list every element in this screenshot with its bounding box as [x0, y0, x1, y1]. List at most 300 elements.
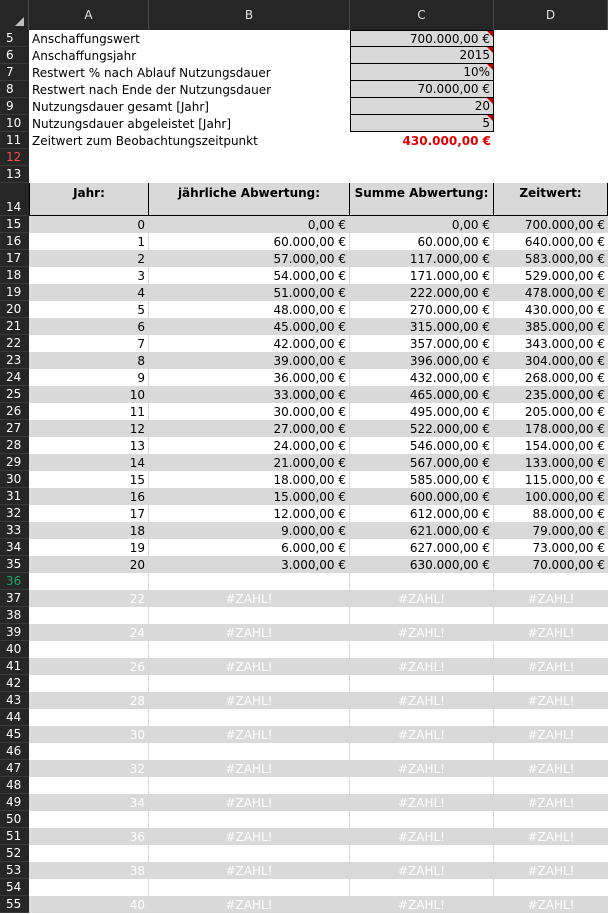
table-row: [0, 488, 608, 505]
cell-error[interactable]: #ZAHL!: [350, 794, 494, 811]
cell-error[interactable]: #ZAHL!: [149, 590, 350, 607]
cell-summe[interactable]: 612.000,00 €: [350, 505, 494, 522]
row-header[interactable]: 55: [0, 896, 29, 913]
cell-jahr[interactable]: 17: [29, 505, 149, 522]
param-row: [0, 30, 608, 47]
blank-row: [0, 743, 608, 760]
row-header[interactable]: 21: [0, 318, 29, 335]
cell-zeitwert[interactable]: 385.000,00 €: [494, 318, 608, 335]
cell-jahr[interactable]: 34: [29, 794, 149, 811]
row-header[interactable]: 7: [0, 64, 29, 81]
cell-error[interactable]: #ZAHL!: [350, 590, 494, 607]
row-header[interactable]: 41: [0, 658, 29, 675]
cell-jahr[interactable]: 20: [29, 556, 149, 573]
empty-cell[interactable]: [494, 115, 608, 132]
row-header[interactable]: 28: [0, 437, 29, 454]
cell-abwertung[interactable]: 30.000,00 €: [149, 403, 350, 420]
empty-cell[interactable]: [149, 149, 350, 166]
error-row: [0, 624, 608, 641]
cell-error[interactable]: #ZAHL!: [494, 590, 608, 607]
cell-error[interactable]: #ZAHL!: [149, 692, 350, 709]
error-row: [0, 590, 608, 607]
table-row: [0, 301, 608, 318]
row-header[interactable]: 37: [0, 590, 29, 607]
empty-cell[interactable]: [149, 709, 350, 726]
empty-cell[interactable]: [350, 811, 494, 828]
cell-jahr[interactable]: 0: [29, 216, 149, 233]
cell-jahr[interactable]: 10: [29, 386, 149, 403]
empty-cell[interactable]: [350, 709, 494, 726]
empty-cell[interactable]: [350, 675, 494, 692]
param-value-cell[interactable]: 5: [350, 115, 494, 132]
cell-jahr[interactable]: 22: [29, 590, 149, 607]
cell-zeitwert[interactable]: 70.000,00 €: [494, 556, 608, 573]
cell-error[interactable]: #ZAHL!: [494, 862, 608, 879]
empty-cell[interactable]: [149, 607, 350, 624]
param-row: [0, 64, 608, 81]
cell-abwertung[interactable]: 0,00 €: [149, 216, 350, 233]
row-header[interactable]: 19: [0, 284, 29, 301]
error-row: [0, 658, 608, 675]
empty-cell[interactable]: [29, 743, 149, 760]
param-label[interactable]: Nutzungsdauer abgeleistet [Jahr]: [32, 116, 232, 131]
empty-cell[interactable]: [29, 879, 149, 896]
empty-cell[interactable]: [494, 573, 608, 590]
cell-jahr[interactable]: 38: [29, 862, 149, 879]
row-header[interactable]: 42: [0, 675, 29, 692]
cell-jahr[interactable]: 12: [29, 420, 149, 437]
row-header[interactable]: 6: [0, 47, 29, 64]
cell-error[interactable]: #ZAHL!: [494, 658, 608, 675]
row-header[interactable]: 33: [0, 522, 29, 539]
result-value-cell[interactable]: 430.000,00 €: [402, 133, 491, 148]
row-header[interactable]: 11: [0, 132, 29, 149]
cell-jahr[interactable]: 7: [29, 335, 149, 352]
cell-error[interactable]: #ZAHL!: [494, 828, 608, 845]
cell-zeitwert[interactable]: 79.000,00 €: [494, 522, 608, 539]
blank-row: [0, 845, 608, 862]
cell-summe[interactable]: 357.000,00 €: [350, 335, 494, 352]
cell-jahr[interactable]: 24: [29, 624, 149, 641]
empty-row: [0, 149, 608, 166]
cell-zeitwert[interactable]: 205.000,00 €: [494, 403, 608, 420]
cell-abwertung[interactable]: 12.000,00 €: [149, 505, 350, 522]
cell-jahr[interactable]: 32: [29, 760, 149, 777]
empty-cell[interactable]: [350, 743, 494, 760]
cell-error[interactable]: #ZAHL!: [350, 760, 494, 777]
cell-jahr[interactable]: 26: [29, 658, 149, 675]
table-row: [0, 454, 608, 471]
cell-error[interactable]: #ZAHL!: [149, 760, 350, 777]
table-row: [0, 216, 608, 233]
row-header[interactable]: 20: [0, 301, 29, 318]
cell-jahr[interactable]: 30: [29, 726, 149, 743]
row-header[interactable]: 13: [0, 166, 29, 183]
cell-zeitwert[interactable]: 430.000,00 €: [494, 301, 608, 318]
cell-zeitwert[interactable]: 100.000,00 €: [494, 488, 608, 505]
row-header[interactable]: 24: [0, 369, 29, 386]
cell-abwertung[interactable]: 9.000,00 €: [149, 522, 350, 539]
cell-zeitwert[interactable]: 133.000,00 €: [494, 454, 608, 471]
cell-jahr[interactable]: 9: [29, 369, 149, 386]
cell-jahr[interactable]: 2: [29, 250, 149, 267]
row-header[interactable]: 23: [0, 352, 29, 369]
cell-error[interactable]: #ZAHL!: [149, 896, 350, 913]
param-value-cell[interactable]: 2015: [350, 47, 494, 64]
row-header[interactable]: 8: [0, 81, 29, 98]
empty-cell[interactable]: [29, 709, 149, 726]
empty-cell[interactable]: [149, 845, 350, 862]
empty-cell[interactable]: [494, 98, 608, 115]
cell-error[interactable]: #ZAHL!: [350, 658, 494, 675]
cell-abwertung[interactable]: 57.000,00 €: [149, 250, 350, 267]
cell-jahr[interactable]: 18: [29, 522, 149, 539]
cell-summe[interactable]: 585.000,00 €: [350, 471, 494, 488]
row-header[interactable]: 51: [0, 828, 29, 845]
cell-summe[interactable]: 270.000,00 €: [350, 301, 494, 318]
param-label[interactable]: Restwert % nach Ablauf Nutzungsdauer: [32, 65, 271, 80]
empty-cell[interactable]: [29, 607, 149, 624]
cell-error[interactable]: #ZAHL!: [494, 760, 608, 777]
empty-cell[interactable]: [149, 879, 350, 896]
empty-cell[interactable]: [350, 641, 494, 658]
cell-summe[interactable]: 630.000,00 €: [350, 556, 494, 573]
empty-cell[interactable]: [350, 845, 494, 862]
cell-zeitwert[interactable]: 478.000,00 €: [494, 284, 608, 301]
param-value-cell[interactable]: 10%: [350, 64, 494, 81]
cell-zeitwert[interactable]: 268.000,00 €: [494, 369, 608, 386]
row-header[interactable]: 38: [0, 607, 29, 624]
empty-cell[interactable]: [494, 777, 608, 794]
cell-jahr[interactable]: 28: [29, 692, 149, 709]
empty-cell[interactable]: [29, 641, 149, 658]
param-value-cell[interactable]: 700.000,00 €: [350, 30, 494, 47]
cell-error[interactable]: #ZAHL!: [350, 862, 494, 879]
cell-summe[interactable]: 60.000,00 €: [350, 233, 494, 250]
row-header[interactable]: 36: [0, 573, 29, 590]
row-header[interactable]: 52: [0, 845, 29, 862]
empty-cell[interactable]: [29, 573, 149, 590]
column-title-summe[interactable]: Summe Abwertung:: [350, 183, 494, 216]
cell-jahr[interactable]: 1: [29, 233, 149, 250]
cell-summe[interactable]: 0,00 €: [350, 216, 494, 233]
blank-row: [0, 709, 608, 726]
empty-cell[interactable]: [149, 777, 350, 794]
empty-cell[interactable]: [494, 811, 608, 828]
cell-error[interactable]: #ZAHL!: [350, 828, 494, 845]
param-row: [0, 98, 608, 115]
cell-error[interactable]: #ZAHL!: [494, 692, 608, 709]
column-header-bar: [0, 0, 608, 30]
row-header[interactable]: 34: [0, 539, 29, 556]
param-row: [0, 47, 608, 64]
cell-summe[interactable]: 432.000,00 €: [350, 369, 494, 386]
cell-error[interactable]: #ZAHL!: [149, 658, 350, 675]
table-row: [0, 471, 608, 488]
table-row: [0, 267, 608, 284]
cell-zeitwert[interactable]: 343.000,00 €: [494, 335, 608, 352]
row-header[interactable]: 53: [0, 862, 29, 879]
cell-jahr[interactable]: 11: [29, 403, 149, 420]
table-row: [0, 284, 608, 301]
error-row: [0, 794, 608, 811]
error-row: [0, 862, 608, 879]
cell-error[interactable]: #ZAHL!: [149, 828, 350, 845]
param-label[interactable]: Anschaffungsjahr: [32, 48, 137, 63]
empty-cell[interactable]: [149, 573, 350, 590]
column-title-zeitwert[interactable]: Zeitwert:: [494, 183, 608, 216]
cell-jahr[interactable]: 14: [29, 454, 149, 471]
cell-jahr[interactable]: 40: [29, 896, 149, 913]
cell-error[interactable]: #ZAHL!: [494, 794, 608, 811]
row-header[interactable]: 44: [0, 709, 29, 726]
column-header-d[interactable]: D: [494, 0, 608, 30]
empty-cell[interactable]: [494, 132, 608, 149]
row-header[interactable]: 10: [0, 115, 29, 132]
result-label[interactable]: Zeitwert zum Beobachtungszeitpunkt: [32, 133, 258, 148]
cell-summe[interactable]: 465.000,00 €: [350, 386, 494, 403]
row-header[interactable]: 32: [0, 505, 29, 522]
cell-zeitwert[interactable]: 583.000,00 €: [494, 250, 608, 267]
cell-error[interactable]: #ZAHL!: [149, 624, 350, 641]
param-label[interactable]: Restwert nach Ende der Nutzungsdauer: [32, 82, 272, 97]
empty-cell[interactable]: [494, 675, 608, 692]
cell-zeitwert[interactable]: 529.000,00 €: [494, 267, 608, 284]
blank-row: [0, 607, 608, 624]
empty-cell[interactable]: [29, 777, 149, 794]
empty-cell[interactable]: [494, 879, 608, 896]
cell-zeitwert[interactable]: 640.000,00 €: [494, 233, 608, 250]
empty-cell[interactable]: [494, 641, 608, 658]
cell-summe[interactable]: 627.000,00 €: [350, 539, 494, 556]
column-title-jahr[interactable]: Jahr:: [29, 183, 149, 216]
cell-error[interactable]: #ZAHL!: [149, 726, 350, 743]
row-header[interactable]: 29: [0, 454, 29, 471]
cell-error[interactable]: #ZAHL!: [350, 896, 494, 913]
param-value-cell[interactable]: 20: [350, 98, 494, 115]
row-header[interactable]: 47: [0, 760, 29, 777]
empty-cell[interactable]: [494, 64, 608, 81]
cell-jahr[interactable]: 13: [29, 437, 149, 454]
cell-error[interactable]: #ZAHL!: [149, 862, 350, 879]
empty-cell[interactable]: [494, 845, 608, 862]
empty-cell[interactable]: [149, 743, 350, 760]
cell-abwertung[interactable]: 60.000,00 €: [149, 233, 350, 250]
empty-row: [0, 166, 608, 183]
row-header[interactable]: 39: [0, 624, 29, 641]
row-header[interactable]: 12: [0, 149, 29, 166]
cell-error[interactable]: #ZAHL!: [494, 896, 608, 913]
cell-jahr[interactable]: 19: [29, 539, 149, 556]
empty-cell[interactable]: [494, 47, 608, 64]
row-header[interactable]: 43: [0, 692, 29, 709]
row-header[interactable]: 18: [0, 267, 29, 284]
param-label[interactable]: Nutzungsdauer gesamt [Jahr]: [32, 99, 209, 114]
cell-abwertung[interactable]: 27.000,00 €: [149, 420, 350, 437]
cell-error[interactable]: #ZAHL!: [350, 726, 494, 743]
error-row: [0, 828, 608, 845]
error-row: [0, 760, 608, 777]
param-row: [0, 115, 608, 132]
empty-cell[interactable]: [29, 149, 149, 166]
table-row: [0, 233, 608, 250]
empty-cell[interactable]: [350, 149, 494, 166]
cell-zeitwert[interactable]: 700.000,00 €: [494, 216, 608, 233]
column-header-b[interactable]: B: [149, 0, 350, 30]
row-header[interactable]: 14: [0, 183, 29, 216]
cell-summe[interactable]: 522.000,00 €: [350, 420, 494, 437]
table-row: [0, 250, 608, 267]
row-header[interactable]: 45: [0, 726, 29, 743]
cell-error[interactable]: #ZAHL!: [149, 794, 350, 811]
cell-abwertung[interactable]: 48.000,00 €: [149, 301, 350, 318]
table-row: [0, 318, 608, 335]
cell-jahr[interactable]: 15: [29, 471, 149, 488]
row-header[interactable]: 31: [0, 488, 29, 505]
row-header[interactable]: 54: [0, 879, 29, 896]
cell-abwertung[interactable]: 33.000,00 €: [149, 386, 350, 403]
select-all-icon: [15, 17, 24, 26]
cell-abwertung[interactable]: 54.000,00 €: [149, 267, 350, 284]
row-header[interactable]: 46: [0, 743, 29, 760]
table-row: [0, 522, 608, 539]
cell-zeitwert[interactable]: 154.000,00 €: [494, 437, 608, 454]
table-row: [0, 556, 608, 573]
cell-zeitwert[interactable]: 115.000,00 €: [494, 471, 608, 488]
table-row: [0, 369, 608, 386]
empty-cell[interactable]: [29, 811, 149, 828]
empty-cell[interactable]: [149, 811, 350, 828]
cell-abwertung[interactable]: 51.000,00 €: [149, 284, 350, 301]
table-row: [0, 403, 608, 420]
empty-cell[interactable]: [494, 81, 608, 98]
cell-zeitwert[interactable]: 304.000,00 €: [494, 352, 608, 369]
result-row: [0, 132, 608, 149]
empty-cell[interactable]: [350, 777, 494, 794]
select-all-corner[interactable]: [0, 0, 29, 30]
table-row: [0, 335, 608, 352]
empty-cell[interactable]: [29, 675, 149, 692]
cell-error[interactable]: #ZAHL!: [494, 726, 608, 743]
cell-summe[interactable]: 396.000,00 €: [350, 352, 494, 369]
row-header[interactable]: 30: [0, 471, 29, 488]
blank-row: [0, 879, 608, 896]
empty-cell[interactable]: [494, 709, 608, 726]
cell-zeitwert[interactable]: 88.000,00 €: [494, 505, 608, 522]
column-header-a[interactable]: A: [29, 0, 149, 30]
error-row: [0, 896, 608, 913]
empty-cell[interactable]: [494, 30, 608, 47]
cell-error[interactable]: #ZAHL!: [350, 692, 494, 709]
selected-row: [0, 573, 608, 590]
row-header[interactable]: 27: [0, 420, 29, 437]
blank-row: [0, 675, 608, 692]
cell-zeitwert[interactable]: 178.000,00 €: [494, 420, 608, 437]
empty-cell[interactable]: [149, 166, 350, 183]
cell-summe[interactable]: 621.000,00 €: [350, 522, 494, 539]
table-row: [0, 437, 608, 454]
cell-error[interactable]: #ZAHL!: [494, 624, 608, 641]
row-header[interactable]: 5: [0, 30, 29, 47]
row-header[interactable]: 26: [0, 403, 29, 420]
cell-abwertung[interactable]: 6.000,00 €: [149, 539, 350, 556]
cell-abwertung[interactable]: 36.000,00 €: [149, 369, 350, 386]
empty-cell[interactable]: [494, 166, 608, 183]
empty-cell[interactable]: [149, 675, 350, 692]
error-row: [0, 692, 608, 709]
cell-summe[interactable]: 567.000,00 €: [350, 454, 494, 471]
column-header-c[interactable]: C: [350, 0, 494, 30]
table-row: [0, 539, 608, 556]
empty-cell[interactable]: [350, 607, 494, 624]
cell-summe[interactable]: 600.000,00 €: [350, 488, 494, 505]
empty-cell[interactable]: [29, 845, 149, 862]
row-header[interactable]: 40: [0, 641, 29, 658]
cell-abwertung[interactable]: 39.000,00 €: [149, 352, 350, 369]
cell-summe[interactable]: 222.000,00 €: [350, 284, 494, 301]
cell-abwertung[interactable]: 3.000,00 €: [149, 556, 350, 573]
row-header[interactable]: 17: [0, 250, 29, 267]
empty-cell[interactable]: [494, 149, 608, 166]
cell-zeitwert[interactable]: 73.000,00 €: [494, 539, 608, 556]
empty-cell[interactable]: [350, 166, 494, 183]
cell-jahr[interactable]: 4: [29, 284, 149, 301]
cell-summe[interactable]: 546.000,00 €: [350, 437, 494, 454]
cell-abwertung[interactable]: 24.000,00 €: [149, 437, 350, 454]
cell-jahr[interactable]: 3: [29, 267, 149, 284]
cell-abwertung[interactable]: 45.000,00 €: [149, 318, 350, 335]
empty-cell[interactable]: [350, 573, 494, 590]
cell-abwertung[interactable]: 15.000,00 €: [149, 488, 350, 505]
row-header[interactable]: 15: [0, 216, 29, 233]
cell-summe[interactable]: 315.000,00 €: [350, 318, 494, 335]
row-header[interactable]: 16: [0, 233, 29, 250]
row-header[interactable]: 35: [0, 556, 29, 573]
cell-summe[interactable]: 495.000,00 €: [350, 403, 494, 420]
param-label[interactable]: Anschaffungswert: [32, 31, 140, 46]
column-title-abwertung[interactable]: jährliche Abwertung:: [149, 183, 350, 216]
row-header[interactable]: 49: [0, 794, 29, 811]
cell-jahr[interactable]: 16: [29, 488, 149, 505]
param-value-cell[interactable]: 70.000,00 €: [350, 81, 494, 98]
cell-zeitwert[interactable]: 235.000,00 €: [494, 386, 608, 403]
row-header[interactable]: 25: [0, 386, 29, 403]
blank-row: [0, 641, 608, 658]
table-row: [0, 505, 608, 522]
cell-jahr[interactable]: 8: [29, 352, 149, 369]
cell-summe[interactable]: 117.000,00 €: [350, 250, 494, 267]
row-header[interactable]: 50: [0, 811, 29, 828]
empty-cell[interactable]: [149, 641, 350, 658]
cell-summe[interactable]: 171.000,00 €: [350, 267, 494, 284]
row-header[interactable]: 48: [0, 777, 29, 794]
table-row: [0, 420, 608, 437]
cell-jahr[interactable]: 36: [29, 828, 149, 845]
cell-abwertung[interactable]: 18.000,00 €: [149, 471, 350, 488]
empty-cell[interactable]: [494, 743, 608, 760]
cell-jahr[interactable]: 5: [29, 301, 149, 318]
cell-abwertung[interactable]: 42.000,00 €: [149, 335, 350, 352]
cell-error[interactable]: #ZAHL!: [350, 624, 494, 641]
table-header-row: [0, 183, 608, 216]
empty-cell[interactable]: [29, 166, 149, 183]
cell-jahr[interactable]: 6: [29, 318, 149, 335]
row-header[interactable]: 22: [0, 335, 29, 352]
row-header[interactable]: 9: [0, 98, 29, 115]
empty-cell[interactable]: [494, 607, 608, 624]
empty-cell[interactable]: [350, 879, 494, 896]
cell-abwertung[interactable]: 21.000,00 €: [149, 454, 350, 471]
